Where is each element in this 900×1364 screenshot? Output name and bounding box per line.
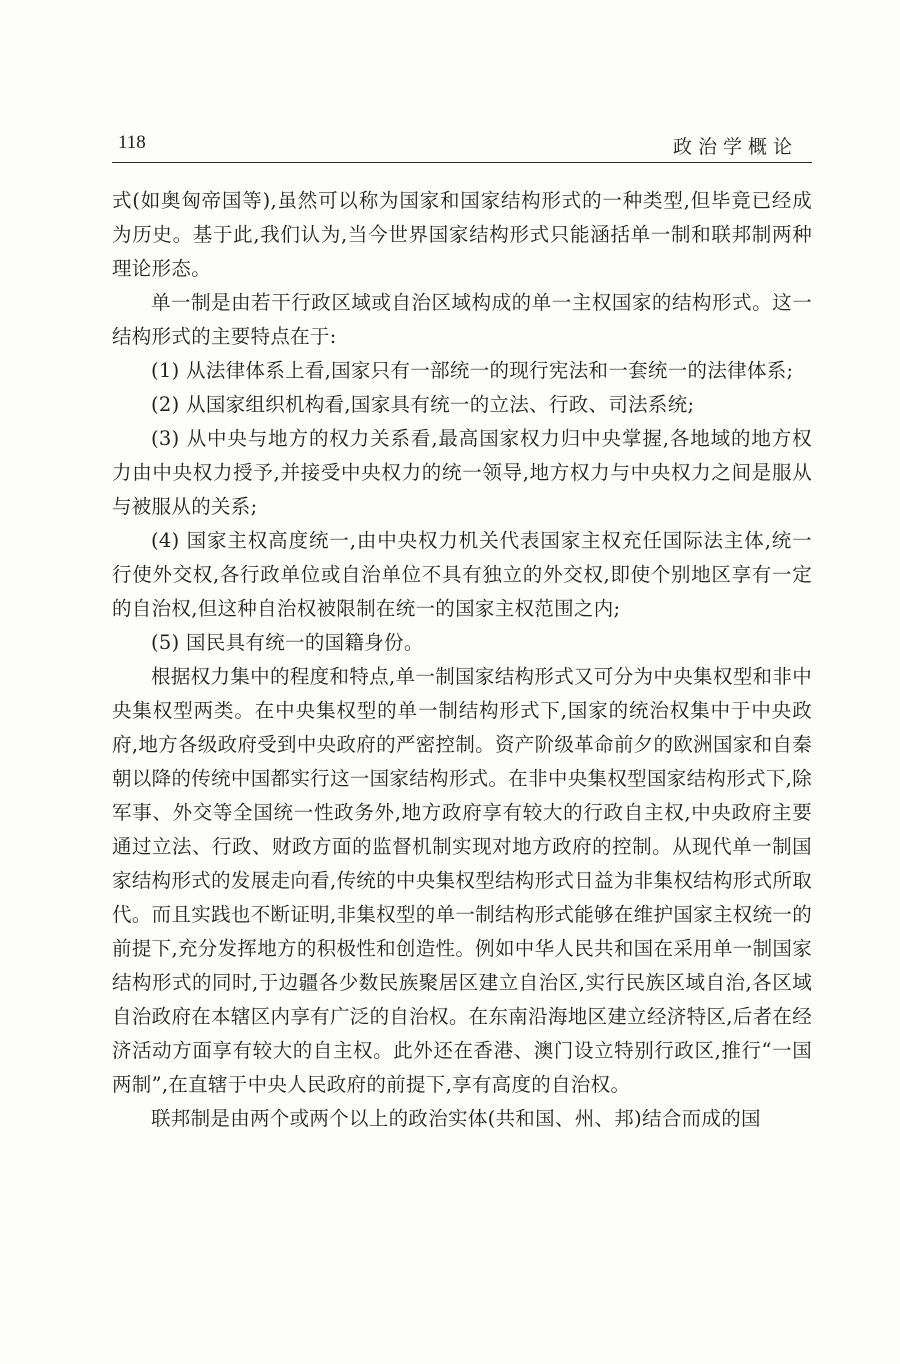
paragraph-continuation: 式(如奥匈帝国等),虽然可以称为国家和国家结构形式的一种类型,但毕竟已经成为历史。基于此,我们认为,当今世界国家结构形式只能涵括单一制和联邦制两种理论形态。 (112, 189, 812, 280)
list-item-2: (2) 从国家组织机构看,国家具有统一的立法、行政、司法系统; (151, 393, 695, 416)
running-title: 政治学概论 (672, 136, 798, 158)
list-item-1: (1) 从法律体系上看,国家只有一部统一的现行宪法和一套统一的法律体系; (151, 359, 794, 382)
page-header (112, 126, 812, 163)
page-number: 118 (118, 132, 146, 153)
paragraph-unitary-definition: 单一制是由若干行政区域或自治区域构成的单一主权国家的结构形式。这一结构形式的主要特点在于: (112, 291, 812, 348)
paragraph-centralization: 根据权力集中的程度和特点,单一制国家结构形式又可分为中央集权型和非中央集权型两类。在中央集权型的单一制结构形式下,国家的统治权集中于中央政府,地方各级政府受到中央政府的严密控制。资产阶级革命前夕的欧洲国家和自秦朝以降的传统中国都实行这一国家结构形式。在非中央集权型国家结构形式下,除军事、外交等全国统一性政务外,地方政府享有较大的行政自主权,中央政府主要通过立法、行政、财政方面的监督机制实现对地方政府的控制。从现代单一制国家结构形式的发展走向看,传统的中央集权型结构形式日益为非集权结构形式所取代。而且实践也不断证明,非集权型的单一制结构形式能够在维护国家主权统一的前提下,充分发挥地方的积极性和创造性。例如中华人民共和国在采用单一制国家结构形式的同时,于边疆各少数民族聚居区建立自治区,实行民族区域自治,各区域自治政府在本辖区内享有广泛的自治权。在东南沿海地区建立经济特区,后者在经济活动方面享有较大的自主权。此外还在香港、澳门设立特别行政区,推行“一国两制”,在直辖于中央人民政府的前提下,享有高度的自治权。 (112, 665, 812, 1096)
list-item-5: (5) 国民具有统一的国籍身份。 (151, 631, 424, 654)
body-text (112, 184, 812, 1136)
list-item-3: (3) 从中央与地方的权力关系看,最高国家权力归中央掌握,各地域的地方权力由中央权力授予,并接受中央权力的统一领导,地方权力与中央权力之间是服从与被服从的关系; (112, 427, 812, 518)
list-item-4: (4) 国家主权高度统一,由中央权力机关代表国家主权充任国际法主体,统一行使外交权,各行政单位或自治单位不具有独立的外交权,即使个别地区享有一定的自治权,但这种自治权被限制在统一的国家主权范围之内; (112, 529, 812, 620)
paragraph-federal: 联邦制是由两个或两个以上的政治实体(共和国、州、邦)结合而成的国 (151, 1107, 761, 1130)
